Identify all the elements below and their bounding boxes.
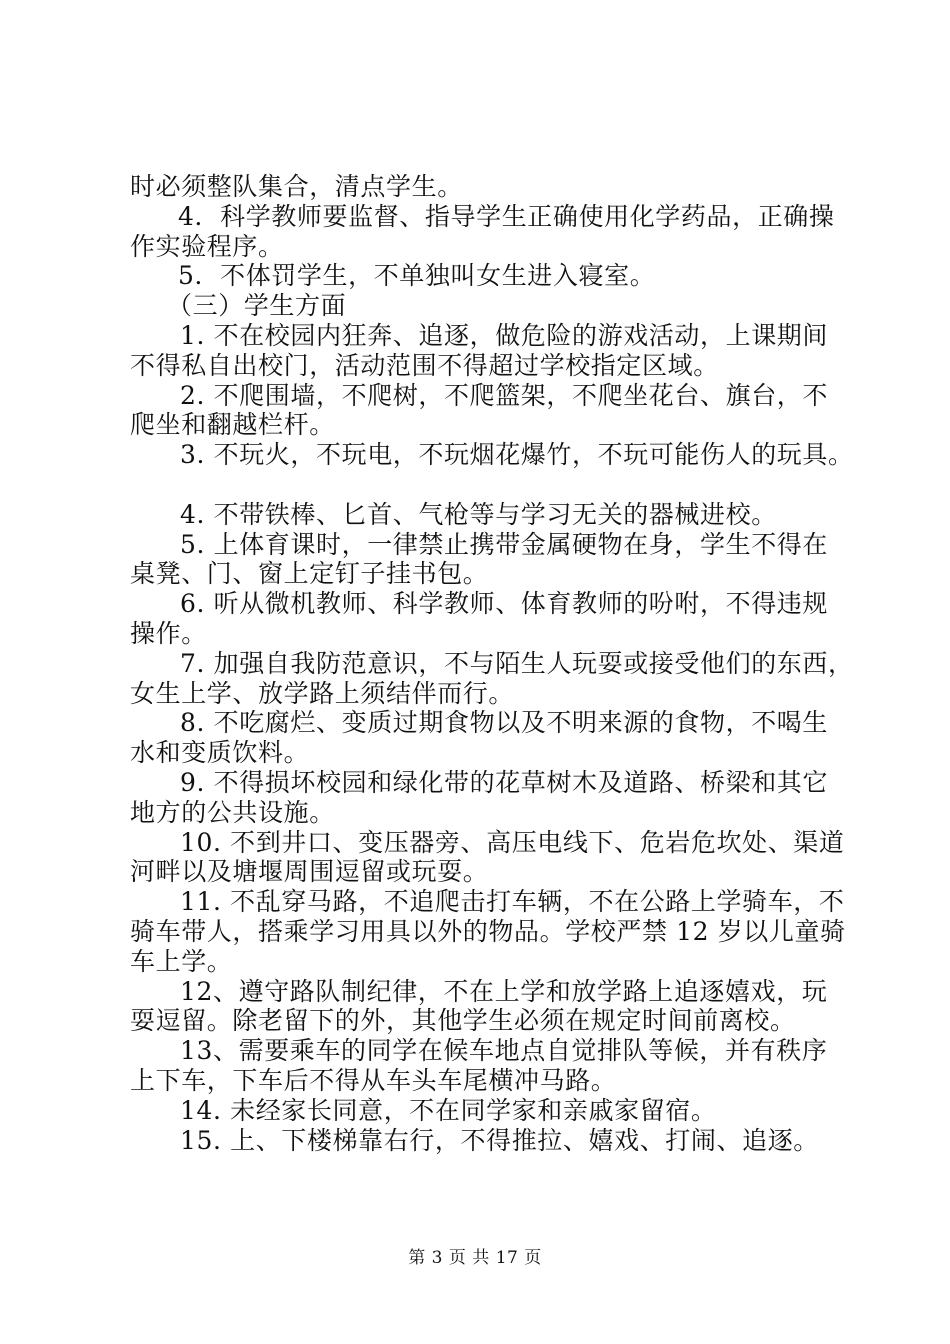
text-line: 8. 不吃腐烂、变质过期食物以及不明来源的食物，不喝生 bbox=[180, 708, 829, 738]
text-line: 骑车带人，搭乘学习用具以外的物品。学校严禁 12 岁以儿童骑 bbox=[130, 916, 846, 946]
text-line: 5．不体罚学生，不单独叫女生进入寝室。 bbox=[178, 261, 656, 291]
text-line: 耍逗留。除老留下的外，其他学生必须在规定时间前离校。 bbox=[130, 1006, 796, 1036]
document-body bbox=[130, 172, 854, 1155]
text-line: 上下车，下车后不得从车头车尾横冲马路。 bbox=[130, 1065, 617, 1095]
text-line: 4. 不带铁棒、匕首、气枪等与学习无关的器械进校。 bbox=[180, 499, 777, 529]
text-line: 5. 上体育课时，一律禁止携带金属硬物在身，学生不得在 bbox=[180, 529, 829, 559]
text-line: 11. 不乱穿马路，不追爬击打车辆，不在公路上学骑车，不 bbox=[180, 887, 845, 917]
text-line: 女生上学、放学路上须结伴而行。 bbox=[130, 678, 515, 708]
text-line: 桌凳、门、窗上定钉子挂书包。 bbox=[130, 559, 489, 589]
blank-line bbox=[130, 470, 850, 500]
text-line: 不得私自出校门，活动范围不得超过学校指定区域。 bbox=[130, 350, 719, 380]
text-line: 车上学。 bbox=[130, 946, 233, 976]
text-line: 7. 加强自我防范意识，不与陌生人玩耍或接受他们的东西， bbox=[180, 648, 854, 678]
text-line: 4．科学教师要监督、指导学生正确使用化学药品，正确操 bbox=[178, 201, 835, 231]
text-line: 地方的公共设施。 bbox=[130, 797, 335, 827]
text-line: 1. 不在校园内狂奔、追逐，做危险的游戏活动，上课期间 bbox=[180, 320, 829, 350]
text-line: 6. 听从微机教师、科学教师、体育教师的吩咐，不得违规 bbox=[180, 589, 829, 619]
text-line: 10. 不到井口、变压器旁、高压电线下、危岩危坎处、渠道 bbox=[180, 827, 845, 857]
text-line: 14. 未经家长同意，不在同学家和亲戚家留宿。 bbox=[180, 1095, 717, 1125]
text-line: 15. 上、下楼梯靠右行，不得推拉、嬉戏、打闹、追逐。 bbox=[180, 1125, 819, 1155]
text-line: 12、遵守路队制纪律，不在上学和放学路上追逐嬉戏，玩 bbox=[180, 976, 828, 1006]
text-line: 河畔以及塘堰周围逗留或玩耍。 bbox=[130, 857, 489, 887]
text-line: 13、需要乘车的同学在候车地点自觉排队等候，并有秩序 bbox=[180, 1036, 828, 1066]
text-line: 9. 不得损坏校园和绿化带的花草树木及道路、桥梁和其它 bbox=[180, 767, 829, 797]
section-heading: （三）学生方面 bbox=[167, 291, 347, 321]
text-line: 水和变质饮料。 bbox=[130, 738, 310, 768]
text-line: 爬坐和翻越栏杆。 bbox=[130, 410, 335, 440]
text-line: 操作。 bbox=[130, 618, 207, 648]
text-line: 时必须整队集合，清点学生。 bbox=[130, 172, 463, 201]
page-number-footer: 第 3 页 共 17 页 bbox=[408, 1248, 542, 1268]
text-line: 3. 不玩火，不玩电，不玩烟花爆竹，不玩可能伤人的玩具。 bbox=[180, 440, 854, 470]
text-line: 作实验程序。 bbox=[130, 231, 284, 261]
text-line: 2. 不爬围墙，不爬树，不爬篮架，不爬坐花台、旗台，不 bbox=[180, 380, 829, 410]
